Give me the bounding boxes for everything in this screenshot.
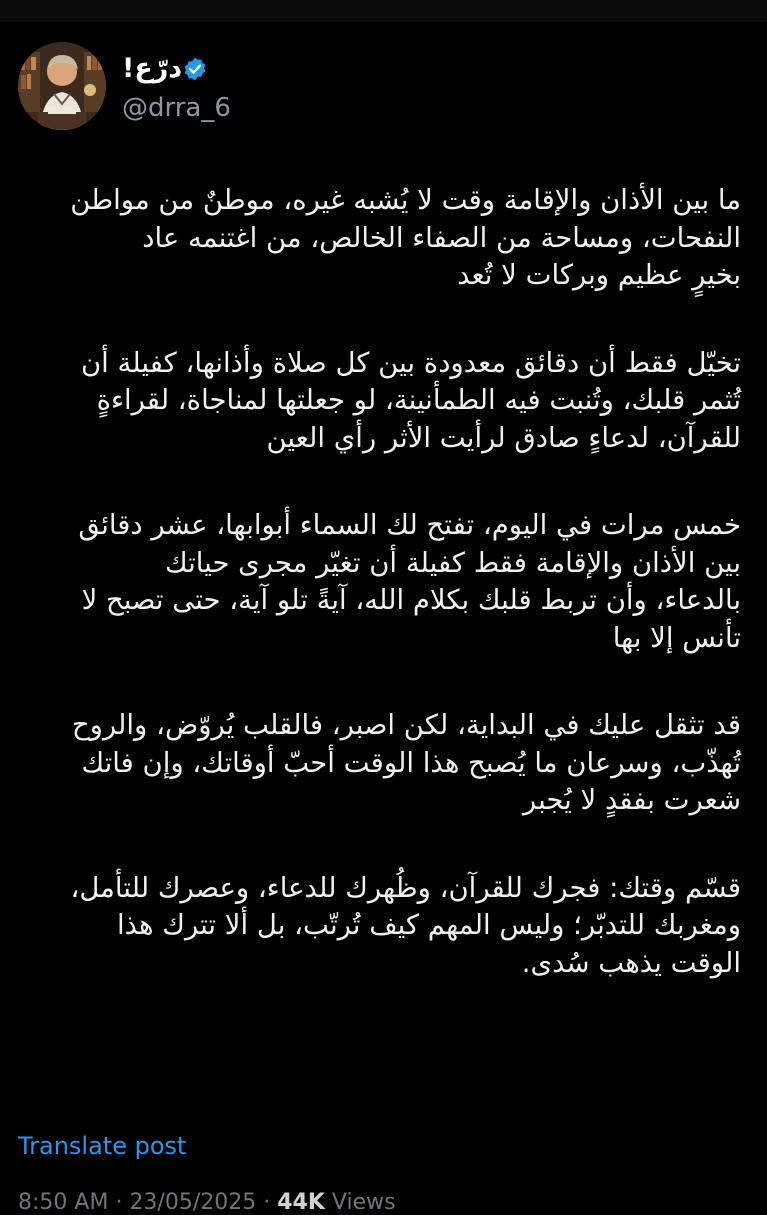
author-name-block — [122, 50, 231, 126]
views-label: Views — [331, 1190, 396, 1215]
post-paragraph-5: قسّم وقتك: فجرك للقرآن، وظُهرك للدعاء، وعصرك للتأمل، ومغربك للتدبّر؛ وليس المهم كيف تُرتّب، بل ألا تترك هذا الوقت يذهب سُدى. — [70, 871, 741, 979]
meta-separator-1: · — [115, 1190, 123, 1215]
translate-post-link[interactable]: Translate post — [18, 1132, 187, 1160]
views-count: 44K — [277, 1190, 325, 1215]
post-paragraph-4: قد تثقل عليك في البداية، لكن اصبر، فالقلب يُروّض، والروح تُهذّب، وسرعان ما يُصبح هذا الوقت أحبّ أوقاتك، وإن فاتك شعرت بفقدٍ لا يُجبر — [71, 709, 741, 816]
display-name-row — [122, 50, 231, 88]
author-handle[interactable]: @drra_6 — [122, 93, 231, 123]
post-paragraph-2: تخيّل فقط أن دقائق معدودة بين كل صلاة وأذانها، كفيلة أن تُثمر قلبك، وتُنبت فيه الطمأنينة، لو جعلتها لمناجاة، لقراءةٍ للقرآن، لدعاءٍ صادق لرأيت الأثر رأي العين — [80, 346, 741, 454]
top-edge-strip — [0, 0, 767, 22]
post-time[interactable]: 8:50 AM — [18, 1190, 109, 1215]
post-meta — [18, 1190, 396, 1215]
avatar-boy-library-icon — [18, 42, 106, 130]
author-avatar[interactable] — [18, 42, 106, 130]
post-header — [18, 42, 738, 138]
post-paragraph-1: ما بين الأذان والإقامة وقت لا يُشبه غيره، موطنٌ من مواطن النفحات، ومساحة من الصفاء الخالص، من اغتنمه عاد بخيرٍ عظيم وبركات لا تُعد — [70, 184, 741, 291]
post-paragraph-3: خمس مرات في اليوم، تفتح لك السماء أبوابها، عشر دقائق بين الأذان والإقامة فقط كفيلة أن تغيّر مجرى حياتك بالدعاء، وأن تربط قلبك بكلام الله، آيةً تلو آية، حتى تصبح لا تأنس إلا بها — [78, 509, 741, 654]
meta-separator-2: · — [263, 1190, 271, 1215]
verified-badge-icon[interactable] — [182, 56, 208, 82]
post-container — [0, 22, 767, 1215]
post-date[interactable]: 23/05/2025 — [129, 1190, 257, 1215]
post-text — [11, 182, 741, 1032]
author-display-name[interactable]: درّع! — [122, 53, 183, 84]
